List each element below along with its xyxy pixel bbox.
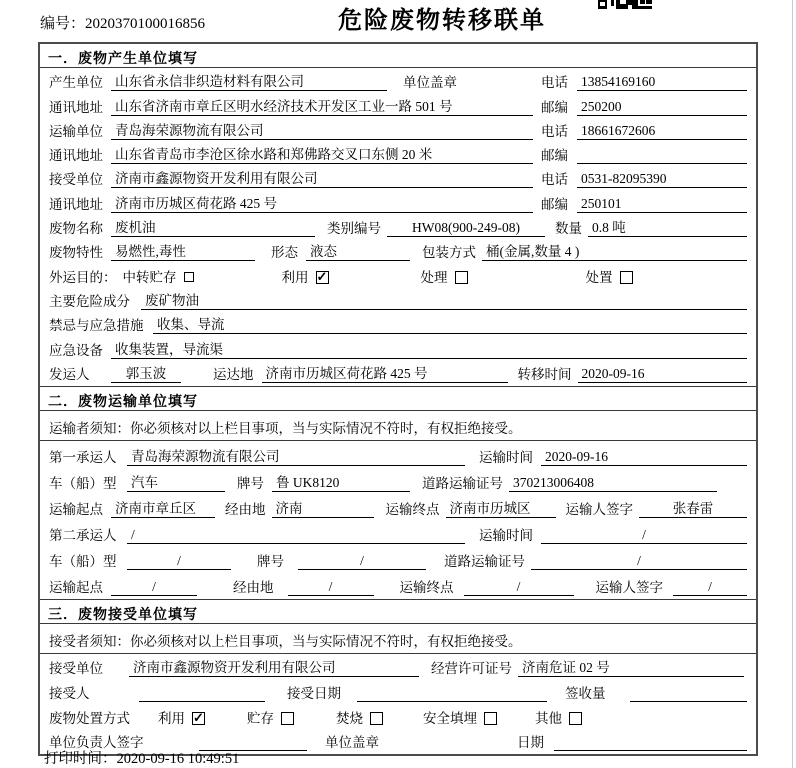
option-label: 贮存 [247, 710, 274, 726]
row-vehicle-1 [40, 469, 756, 495]
via-label: 经由地 [225, 501, 266, 517]
purpose-option-utilize [282, 269, 329, 286]
first-carrier-value: 青岛海荣源物流有限公司 [127, 448, 465, 466]
route-start2-label: 运输起点 [49, 579, 103, 595]
carrier-sign2-value: / [673, 578, 747, 596]
row-transporter [40, 119, 756, 143]
category-value: HW08(900-249-08) [387, 219, 545, 237]
receiver-address-label: 通讯地址 [49, 196, 103, 212]
row-waste-name [40, 216, 756, 240]
page-title: 危险废物转移联单 [338, 8, 546, 34]
manifest-form-table [38, 42, 758, 756]
receiver-phone-value: 0531-82095390 [577, 170, 747, 188]
checkbox-icon [184, 272, 194, 282]
disposal-option-incinerate [336, 710, 383, 727]
purpose-label: 外运目的： [49, 269, 117, 285]
row-accept-unit [40, 656, 756, 681]
transfer-time-label: 转移时间 [517, 366, 572, 382]
receiver-phone-label: 电话 [541, 172, 568, 188]
packaging-label: 包装方式 [422, 245, 476, 261]
accept-date-value [357, 684, 547, 702]
hazard-label: 主要危险成分 [49, 293, 130, 309]
taboo-label: 禁忌与应急措施 [49, 318, 144, 334]
quantity-label: 数量 [555, 221, 582, 237]
route-start-label: 运输起点 [49, 501, 103, 517]
transport-time-label: 运输时间 [479, 449, 533, 465]
purpose-option-transfer-storage [123, 269, 194, 286]
transporter-label: 运输单位 [49, 123, 103, 139]
checkbox-icon [192, 712, 205, 725]
accept-unit-label: 接受单位 [49, 661, 103, 677]
row-first-carrier [40, 443, 756, 469]
carrier-sign2-label: 运输人签字 [595, 579, 663, 595]
via-value: 济南 [272, 500, 374, 518]
transport-time-value: 2020-09-16 [541, 448, 747, 466]
dispatcher-value: 郭玉波 [111, 365, 181, 383]
option-label: 处理 [420, 269, 448, 285]
road-license2-value: / [531, 552, 747, 570]
category-label: 类别编号 [327, 221, 381, 237]
purpose-option-treat [421, 269, 468, 286]
accept-date-label: 接受日期 [287, 686, 341, 702]
sign-date-value [554, 733, 747, 751]
qr-code-fragment [598, 0, 652, 9]
transporter-zip-value [577, 146, 747, 164]
carrier-sign-value: 张春雷 [639, 500, 747, 518]
section3-body [40, 654, 756, 754]
first-carrier-label: 第一承运人 [49, 449, 117, 465]
row-route-1 [40, 495, 756, 521]
producer-seal-label: 单位盖章 [403, 75, 457, 91]
option-label: 焚烧 [336, 710, 363, 726]
receiver-address-value: 济南市历城区荷花路 425 号 [111, 195, 533, 213]
equipment-value: 收集装置，导流渠 [111, 341, 747, 359]
transport-time2-label: 运输时间 [479, 527, 533, 543]
row-producer [40, 70, 756, 94]
receipt-qty-label: 签收量 [565, 686, 606, 702]
row-dispatcher [40, 362, 756, 386]
section1-title: 一．废物产生单位填写 [40, 44, 756, 68]
equipment-label: 应急设备 [49, 342, 103, 358]
producer-address-label: 通讯地址 [49, 99, 103, 115]
section2-body [40, 441, 756, 599]
carrier-sign-label: 运输人签字 [565, 501, 633, 517]
row-emergency-equipment [40, 337, 756, 361]
row-producer-address [40, 94, 756, 118]
dispatcher-label: 发运人 [49, 366, 90, 382]
row-waste-traits [40, 240, 756, 264]
row-second-carrier [40, 521, 756, 547]
plate2-label: 牌号 [257, 553, 284, 569]
business-license-value: 济南危证 02 号 [518, 659, 744, 677]
receiver-label: 接受单位 [49, 172, 103, 188]
route-start2-value: / [111, 578, 197, 596]
receiver-notice [40, 624, 756, 654]
form-value: 液态 [306, 243, 410, 261]
row-transporter-address [40, 143, 756, 167]
checkbox-icon [484, 712, 497, 725]
row-receiver-address [40, 191, 756, 215]
checkbox-icon [281, 712, 294, 725]
row-transfer-purpose [40, 264, 756, 288]
option-label: 安全填埋 [423, 710, 477, 726]
transporter-address-label: 通讯地址 [49, 148, 103, 164]
waste-name-value: 废机油 [111, 219, 315, 237]
road-license-value: 370213006408 [509, 474, 717, 492]
disposal-option-utilize [158, 710, 205, 727]
producer-label: 产生单位 [49, 75, 103, 91]
producer-phone-label: 电话 [541, 75, 568, 91]
checkbox-icon [316, 271, 329, 284]
row-acceptor [40, 680, 756, 705]
vehicle-type2-value: / [127, 552, 231, 570]
destination-label: 运达地 [213, 366, 254, 382]
row-receiver [40, 167, 756, 191]
disposal-option-storage [247, 710, 294, 727]
row-disposal-method [40, 705, 756, 730]
disposal-option-other [535, 710, 582, 727]
vehicle-type-label: 车（船）型 [49, 475, 117, 491]
transporter-phone-label: 电话 [541, 123, 568, 139]
route-start-value: 济南市章丘区 [111, 500, 215, 518]
business-license-label: 经营许可证号 [431, 661, 512, 677]
print-time-label: 打印时间： [44, 751, 117, 767]
transporter-zip-label: 邮编 [541, 148, 568, 164]
responsible-sign-label: 单位负责人签字 [49, 735, 144, 751]
receiver-zip-value: 250101 [577, 195, 747, 213]
serial-value: 2020370100016856 [85, 16, 206, 32]
receiver-value: 济南市鑫源物资开发利用有限公司 [111, 170, 533, 188]
producer-address-value: 山东省济南市章丘区明水经济技术开发区工业一路 501 号 [111, 98, 533, 116]
checkbox-icon [620, 271, 633, 284]
disposal-option-landfill [423, 710, 497, 727]
transport-time2-value: / [541, 526, 747, 544]
packaging-value: 桶(金属,数量 4 ) [482, 243, 747, 261]
second-carrier-value: / [127, 526, 465, 544]
section1-body [40, 68, 756, 386]
section3-title: 三．废物接受单位填写 [40, 599, 756, 624]
option-label: 中转贮存 [122, 269, 177, 285]
plate-label: 牌号 [237, 475, 264, 491]
checkbox-icon [455, 271, 468, 284]
form-label: 形态 [271, 245, 298, 261]
via2-label: 经由地 [233, 579, 274, 595]
quantity-value: 0.8 吨 [588, 219, 747, 237]
road-license2-label: 道路运输证号 [444, 553, 525, 569]
road-license-label: 道路运输证号 [422, 475, 503, 491]
option-label: 其他 [535, 710, 562, 726]
producer-zip-label: 邮编 [541, 99, 568, 115]
transporter-address-value: 山东省青岛市李沧区徐水路和郑佛路交叉口东侧 20 米 [111, 146, 533, 164]
transfer-time-value: 2020-09-16 [578, 365, 748, 383]
plate2-value: / [298, 552, 426, 570]
traits-value: 易燃性,毒性 [111, 243, 255, 261]
sign-date-label: 日期 [517, 735, 544, 751]
receipt-qty-value [630, 684, 748, 702]
receiver-zip-label: 邮编 [541, 196, 568, 212]
serial-label: 编号： [40, 16, 86, 32]
taboo-value: 收集、导流 [153, 316, 747, 334]
transporter-notice-text: 运输者须知：你必须核对以上栏目事项，当与实际情况不符时，有权拒绝接受。 [49, 420, 522, 436]
vehicle-type2-label: 车（船）型 [49, 553, 117, 569]
row-vehicle-2 [40, 547, 756, 573]
transporter-notice [40, 411, 756, 441]
waste-name-label: 废物名称 [49, 221, 103, 237]
option-label: 利用 [281, 269, 309, 285]
disposal-label: 废物处置方式 [49, 710, 130, 726]
print-time-value: 2020-09-16 10:49:51 [116, 751, 240, 767]
route-end-label: 运输终点 [385, 501, 440, 517]
row-route-2 [40, 573, 756, 599]
via2-value: / [288, 578, 374, 596]
plate-value: 鲁 UK8120 [272, 474, 410, 492]
acceptor-label: 接受人 [49, 686, 90, 702]
transporter-phone-value: 18661672606 [577, 122, 747, 140]
print-time [44, 747, 239, 768]
page-edge-line [792, 0, 793, 768]
checkbox-icon [569, 712, 582, 725]
route-end2-label: 运输终点 [399, 579, 454, 595]
row-main-hazard [40, 289, 756, 313]
unit-seal-label: 单位盖章 [325, 735, 379, 751]
vehicle-type-value: 汽车 [127, 474, 225, 492]
section2-title: 二．废物运输单位填写 [40, 386, 756, 411]
checkbox-icon [370, 712, 383, 725]
purpose-option-dispose [586, 269, 633, 286]
row-taboo-measures [40, 313, 756, 337]
route-end-value: 济南市历城区 [446, 500, 556, 518]
option-label: 利用 [158, 710, 185, 726]
producer-zip-value: 250200 [577, 98, 747, 116]
receiver-notice-text: 接受者须知：你必须核对以上栏目事项，当与实际情况不符时，有权拒绝接受。 [49, 633, 522, 649]
traits-label: 废物特性 [49, 245, 103, 261]
destination-value: 济南市历城区荷花路 425 号 [262, 365, 508, 383]
hazard-value: 废矿物油 [141, 292, 747, 310]
second-carrier-label: 第二承运人 [49, 527, 117, 543]
producer-value: 山东省永信非织造材料有限公司 [111, 73, 387, 91]
transporter-value: 青岛海荣源物流有限公司 [111, 122, 533, 140]
route-end2-value: / [464, 578, 574, 596]
option-label: 处置 [585, 269, 613, 285]
producer-phone-value: 13854169160 [577, 73, 747, 91]
acceptor-value [139, 684, 265, 702]
accept-unit-value: 济南市鑫源物资开发利用有限公司 [129, 659, 419, 677]
